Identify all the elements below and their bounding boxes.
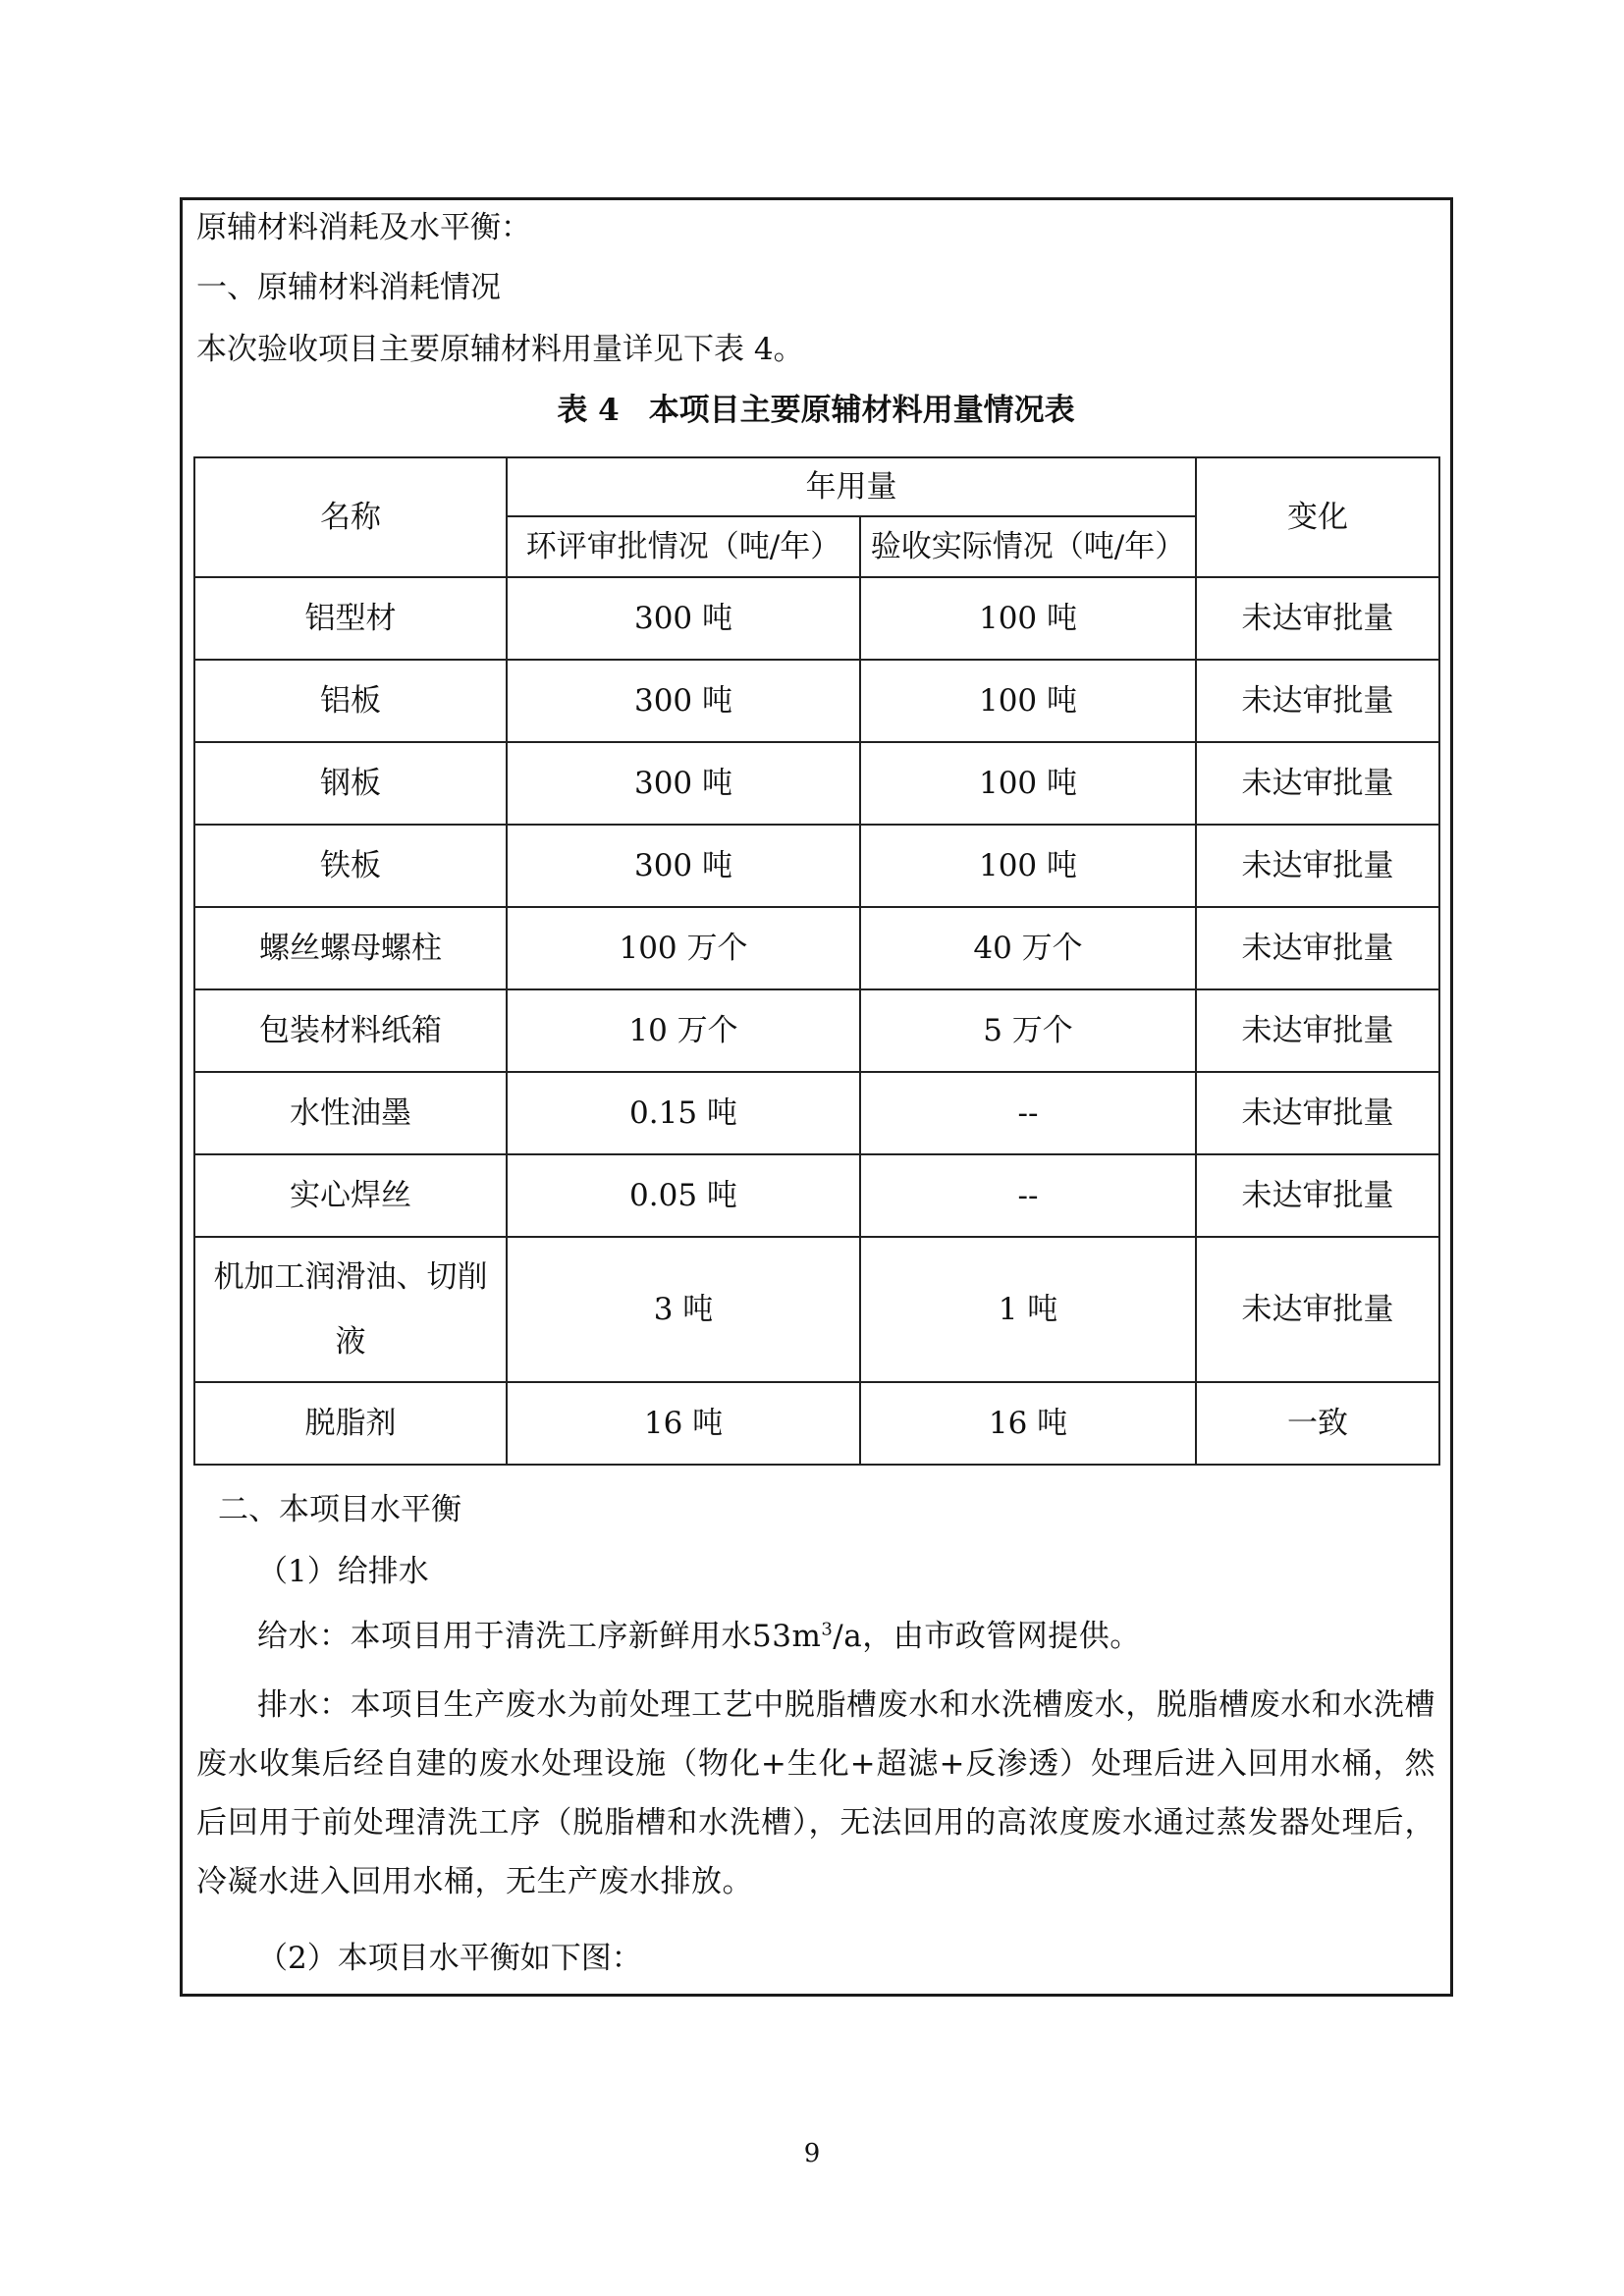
table-caption bbox=[196, 391, 1435, 430]
cell-actual: 5 万个 bbox=[860, 989, 1196, 1072]
table-row bbox=[194, 1154, 1439, 1237]
cell-name: 水性油墨 bbox=[194, 1072, 507, 1154]
cell-name: 机加工润滑油、切削液 bbox=[194, 1237, 507, 1382]
cell-approved: 3 吨 bbox=[507, 1237, 860, 1382]
cell-change: 未达审批量 bbox=[1196, 577, 1439, 660]
section2-sub2: （2）本项目水平衡如下图： bbox=[257, 1941, 642, 1976]
cell-approved: 10 万个 bbox=[507, 989, 860, 1072]
table-row bbox=[194, 1072, 1439, 1154]
cell-name: 铁板 bbox=[194, 825, 507, 907]
section1-title: 一、原辅材料消耗情况 bbox=[196, 270, 501, 305]
cell-change: 未达审批量 bbox=[1196, 1072, 1439, 1154]
cell-name: 钢板 bbox=[194, 742, 507, 825]
header-approved: 环评审批情况（吨/年） bbox=[507, 516, 860, 577]
cell-approved: 300 吨 bbox=[507, 577, 860, 660]
table-row bbox=[194, 742, 1439, 825]
supply-superscript: 3 bbox=[821, 1619, 834, 1640]
cell-name: 铝板 bbox=[194, 660, 507, 742]
cell-approved: 0.15 吨 bbox=[507, 1072, 860, 1154]
cell-name: 螺丝螺母螺柱 bbox=[194, 907, 507, 989]
supply-text-pre: 给水：本项目用于清洗工序新鲜用水53m bbox=[257, 1619, 822, 1654]
table-caption-number: 表 4 bbox=[557, 393, 620, 428]
cell-change: 未达审批量 bbox=[1196, 907, 1439, 989]
cell-name: 铝型材 bbox=[194, 577, 507, 660]
section1-intro: 本次验收项目主要原辅材料用量详见下表 4。 bbox=[196, 332, 804, 367]
cell-approved: 100 万个 bbox=[507, 907, 860, 989]
cell-actual: -- bbox=[860, 1154, 1196, 1237]
header-annual: 年用量 bbox=[507, 457, 1196, 516]
cell-approved: 16 吨 bbox=[507, 1382, 860, 1465]
table-row bbox=[194, 907, 1439, 989]
table-row bbox=[194, 660, 1439, 742]
section2-title: 二、本项目水平衡 bbox=[218, 1492, 461, 1527]
materials-table bbox=[193, 456, 1440, 1466]
cell-change: 未达审批量 bbox=[1196, 1237, 1439, 1382]
cell-actual: 100 吨 bbox=[860, 660, 1196, 742]
cell-change: 未达审批量 bbox=[1196, 660, 1439, 742]
table-caption-title: 本项目主要原辅材料用量情况表 bbox=[648, 393, 1075, 428]
header-actual: 验收实际情况（吨/年） bbox=[860, 516, 1196, 577]
cell-approved: 300 吨 bbox=[507, 742, 860, 825]
water-supply-paragraph bbox=[196, 1607, 1435, 1666]
cell-actual: 1 吨 bbox=[860, 1237, 1196, 1382]
header-change: 变化 bbox=[1196, 457, 1439, 577]
cell-name: 包装材料纸箱 bbox=[194, 989, 507, 1072]
cell-change: 未达审批量 bbox=[1196, 825, 1439, 907]
cell-approved: 0.05 吨 bbox=[507, 1154, 860, 1237]
cell-name: 脱脂剂 bbox=[194, 1382, 507, 1465]
table-row bbox=[194, 825, 1439, 907]
cell-approved: 300 吨 bbox=[507, 825, 860, 907]
table-row bbox=[194, 577, 1439, 660]
page-number: 9 bbox=[803, 2139, 821, 2168]
cell-actual: -- bbox=[860, 1072, 1196, 1154]
drainage-paragraph: 排水：本项目生产废水为前处理工艺中脱脂槽废水和水洗槽废水，脱脂槽废水和水洗槽废水收集后经自建的废水处理设施（物化+生化+超滤+反渗透）处理后进入回用水桶，然后回用于前处理清洗工序（脱脂槽和水洗槽），无法回用的高浓度废水通过蒸发器处理后，冷凝水进入回用水桶，无生产废水排放。 bbox=[196, 1687, 1435, 1899]
table-row bbox=[194, 1382, 1439, 1465]
heading: 原辅材料消耗及水平衡： bbox=[196, 210, 531, 245]
supply-text-post: /a，由市政管网提供。 bbox=[833, 1619, 1141, 1654]
cell-change: 未达审批量 bbox=[1196, 742, 1439, 825]
cell-name: 实心焊丝 bbox=[194, 1154, 507, 1237]
section2-sub1: （1）给排水 bbox=[257, 1554, 429, 1589]
cell-change: 未达审批量 bbox=[1196, 1154, 1439, 1237]
cell-actual: 100 吨 bbox=[860, 577, 1196, 660]
table-row bbox=[194, 1237, 1439, 1382]
cell-actual: 40 万个 bbox=[860, 907, 1196, 989]
header-name: 名称 bbox=[194, 457, 507, 577]
cell-change: 一致 bbox=[1196, 1382, 1439, 1465]
table-row bbox=[194, 989, 1439, 1072]
cell-change: 未达审批量 bbox=[1196, 989, 1439, 1072]
cell-actual: 100 吨 bbox=[860, 825, 1196, 907]
table-header-row bbox=[194, 457, 1439, 516]
cell-actual: 100 吨 bbox=[860, 742, 1196, 825]
cell-actual: 16 吨 bbox=[860, 1382, 1196, 1465]
cell-approved: 300 吨 bbox=[507, 660, 860, 742]
